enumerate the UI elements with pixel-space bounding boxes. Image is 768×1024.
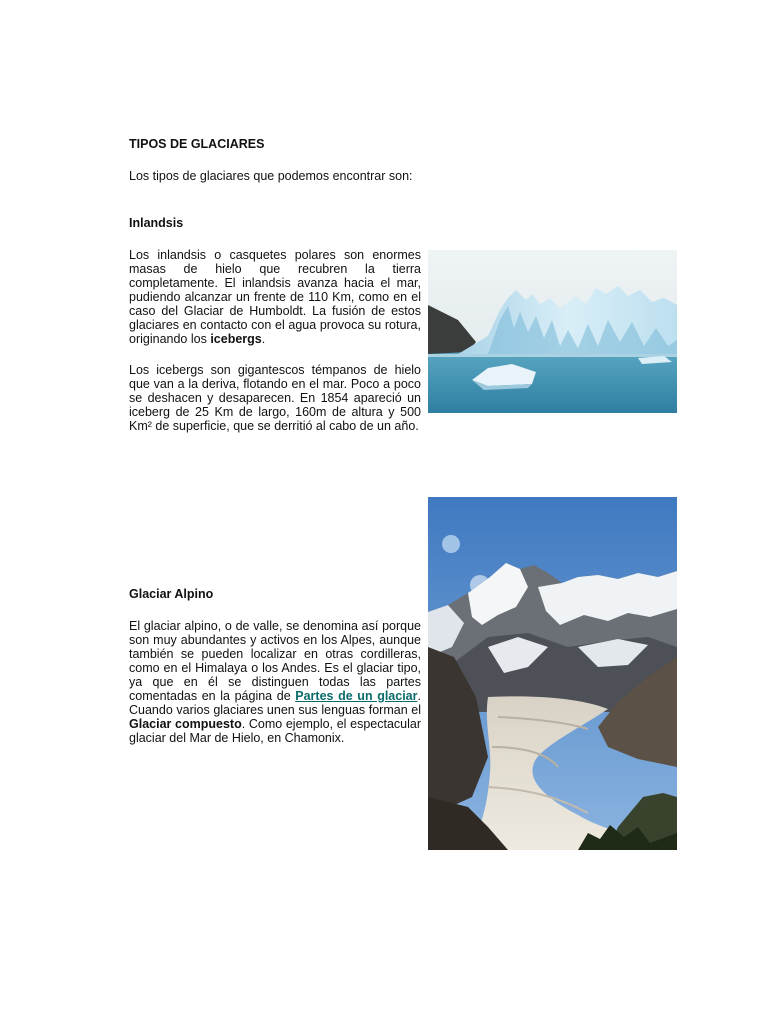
inlandsis-heading: Inlandsis — [129, 216, 184, 230]
alpino-heading: Glaciar Alpino — [129, 587, 214, 601]
alpino-text-3: . Como ejemplo, el espectacular glaciar del Mar de Hielo, en Chamonix. — [129, 717, 421, 745]
partes-de-un-glaciar-link[interactable]: Partes de un glaciar — [295, 689, 418, 703]
alpino-text-2: . Cuando varios glaciares unen sus lenguas forman el — [129, 689, 421, 717]
alpine-glacier-photo — [428, 497, 677, 850]
intro-text: Los tipos de glaciares que podemos encontrar son: — [129, 169, 413, 183]
alpino-paragraph — [129, 619, 421, 745]
inlandsis-p1-end: . — [261, 332, 266, 346]
inlandsis-p1-text: Los inlandsis o casquetes polares son enormes masas de hielo que recubren la tierra completamente. El inlandsis avanza hacia el mar, pudiendo alcanzar un frente de 110 Km, como en el caso del Glaciar de Humboldt. La fusión de estos glaciares en contacto con el agua provoca su rotura, originando los — [129, 248, 421, 346]
alpino-text-1: El glaciar alpino, o de valle, se denomina así porque son muy abundantes y activos en los Alpes, aunque también se pueden localizar en otras cordilleras, como en el Himalaya o los Andes. Es el glaciar tipo, ya que en él se distinguen todas las partes comentadas en la página de — [129, 619, 421, 703]
inlandsis-paragraph-1 — [129, 248, 421, 346]
inlandsis-paragraph-2: Los icebergs son gigantescos témpanos de hielo que van a la deriva, flotando en el mar. Poco a poco se deshacen y desaparecen. En 1854 apareció un iceberg de 25 Km de largo, 160m de altura y 500 Km² de superficie, que se derritió al cabo de un año. — [129, 363, 421, 433]
iceberg-photo — [428, 250, 677, 413]
glaciar-compuesto-bold: Glaciar compuesto — [129, 717, 242, 731]
page-title: TIPOS DE GLACIARES — [129, 137, 265, 151]
icebergs-bold: icebergs — [210, 332, 262, 346]
